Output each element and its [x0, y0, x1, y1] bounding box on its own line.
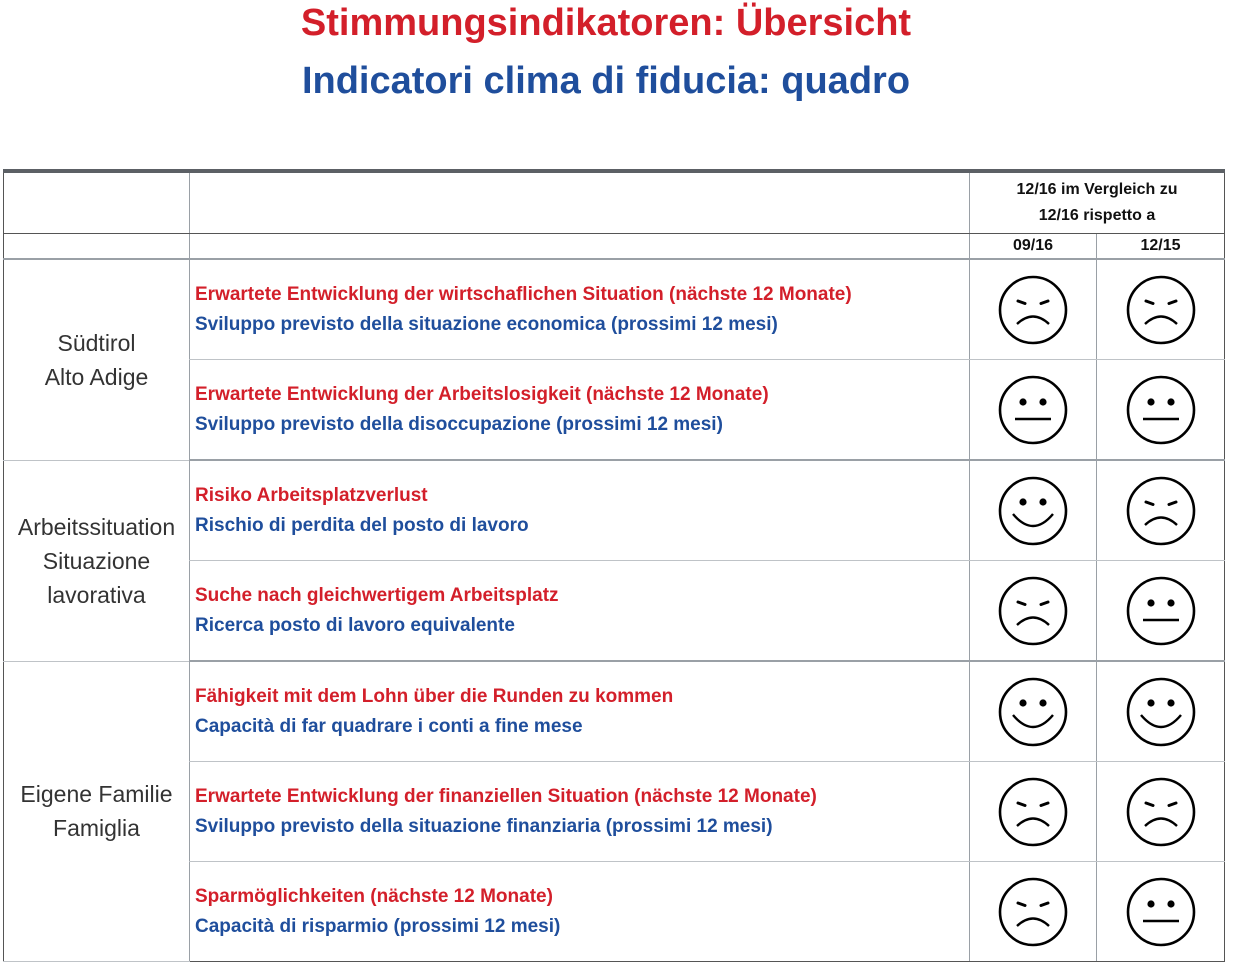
indicator-cell	[190, 762, 970, 862]
sad-face-icon	[996, 775, 1070, 849]
mood-cell-col-a	[970, 762, 1097, 862]
page-title-italian: Indicatori clima di fiducia: quadro	[301, 60, 911, 102]
indicator-german: Suche nach gleichwertigem Arbeitsplatz	[195, 584, 559, 606]
group-label-arbeitssituation	[4, 460, 190, 661]
header-empty-group-cell-2	[4, 234, 190, 260]
header-column-a: 09/16	[970, 234, 1097, 260]
indicator-german: Sparmöglichkeiten (nächste 12 Monate)	[195, 885, 553, 907]
mood-cell-col-a	[970, 862, 1097, 962]
sad-face-icon	[996, 875, 1070, 949]
mood-cell-col-a	[970, 360, 1097, 461]
indicator-italian: Capacità di risparmio (prossimi 12 mesi)	[195, 915, 561, 937]
group-label-line: Famiglia	[53, 815, 140, 842]
sad-face-icon	[996, 273, 1070, 347]
sad-face-icon	[1124, 273, 1198, 347]
header-column-b: 12/15	[1097, 234, 1225, 260]
indicator-cell	[190, 661, 970, 762]
group-label-familie	[4, 661, 190, 962]
neutral-face-icon	[1124, 373, 1198, 447]
group-label-line: Südtirol	[57, 329, 136, 356]
mood-cell-col-b	[1097, 762, 1225, 862]
table-row	[4, 259, 1225, 360]
happy-face-icon	[996, 675, 1070, 749]
neutral-face-icon	[1124, 574, 1198, 648]
indicator-german: Fähigkeit mit dem Lohn über die Runden zu kommen	[195, 685, 674, 707]
header-comparison-italian: 12/16 rispetto a	[1038, 207, 1156, 224]
indicator-table	[3, 169, 1225, 962]
group-label-line: Eigene Familie	[20, 781, 173, 808]
indicator-cell	[190, 460, 970, 561]
sad-face-icon	[1124, 775, 1198, 849]
mood-cell-col-b	[1097, 561, 1225, 662]
group-label-line: Alto Adige	[44, 363, 149, 390]
page-title-german: Stimmungsindikatoren: Übersicht	[300, 2, 912, 44]
indicator-italian: Sviluppo previsto della disoccupazione (prossimi 12 mesi)	[195, 413, 723, 435]
sad-face-icon	[996, 574, 1070, 648]
mood-cell-col-a	[970, 259, 1097, 360]
indicator-german: Erwartete Entwicklung der Arbeitslosigkeit (nächste 12 Monate)	[195, 383, 769, 405]
table-row	[4, 661, 1225, 762]
mood-cell-col-b	[1097, 460, 1225, 561]
header-empty-group-cell	[4, 171, 190, 234]
indicator-german: Risiko Arbeitsplatzverlust	[195, 484, 428, 506]
sad-face-icon	[1124, 474, 1198, 548]
mood-cell-col-b	[1097, 862, 1225, 962]
mood-cell-col-a	[970, 661, 1097, 762]
group-label-line: Situazione	[42, 547, 151, 574]
mood-cell-col-a	[970, 561, 1097, 662]
header-comparison-german: 12/16 im Vergleich zu	[1016, 181, 1178, 198]
indicator-cell	[190, 862, 970, 962]
indicator-italian: Ricerca posto di lavoro equivalente	[195, 614, 515, 636]
group-label-suedtirol	[4, 259, 190, 460]
indicator-italian: Sviluppo previsto della situazione economica (prossimi 12 mesi)	[195, 313, 778, 335]
indicator-cell	[190, 360, 970, 461]
happy-face-icon	[1124, 675, 1198, 749]
header-row-comparison	[4, 171, 1225, 234]
header-row-periods	[4, 234, 1225, 260]
indicator-italian: Rischio di perdita del posto di lavoro	[195, 514, 529, 536]
mood-cell-col-b	[1097, 259, 1225, 360]
indicator-cell	[190, 259, 970, 360]
table-row	[4, 460, 1225, 561]
group-label-line: lavorativa	[47, 581, 146, 608]
header-comparison	[970, 171, 1225, 234]
indicator-italian: Capacità di far quadrare i conti a fine mese	[195, 715, 583, 737]
happy-face-icon	[996, 474, 1070, 548]
indicator-german: Erwartete Entwicklung der finanziellen Situation (nächste 12 Monate)	[195, 785, 817, 807]
indicator-german: Erwartete Entwicklung der wirtschaflichen Situation (nächste 12 Monate)	[195, 283, 852, 305]
indicator-table-wrapper	[3, 169, 1224, 962]
indicator-cell	[190, 561, 970, 662]
indicator-italian: Sviluppo previsto della situazione finanziaria (prossimi 12 mesi)	[195, 815, 773, 837]
group-label-line: Arbeitssituation	[17, 513, 176, 540]
header-empty-indicator-cell	[190, 171, 970, 234]
neutral-face-icon	[1124, 875, 1198, 949]
neutral-face-icon	[996, 373, 1070, 447]
mood-cell-col-b	[1097, 360, 1225, 461]
header-empty-indicator-cell-2	[190, 234, 970, 260]
mood-cell-col-b	[1097, 661, 1225, 762]
mood-cell-col-a	[970, 460, 1097, 561]
